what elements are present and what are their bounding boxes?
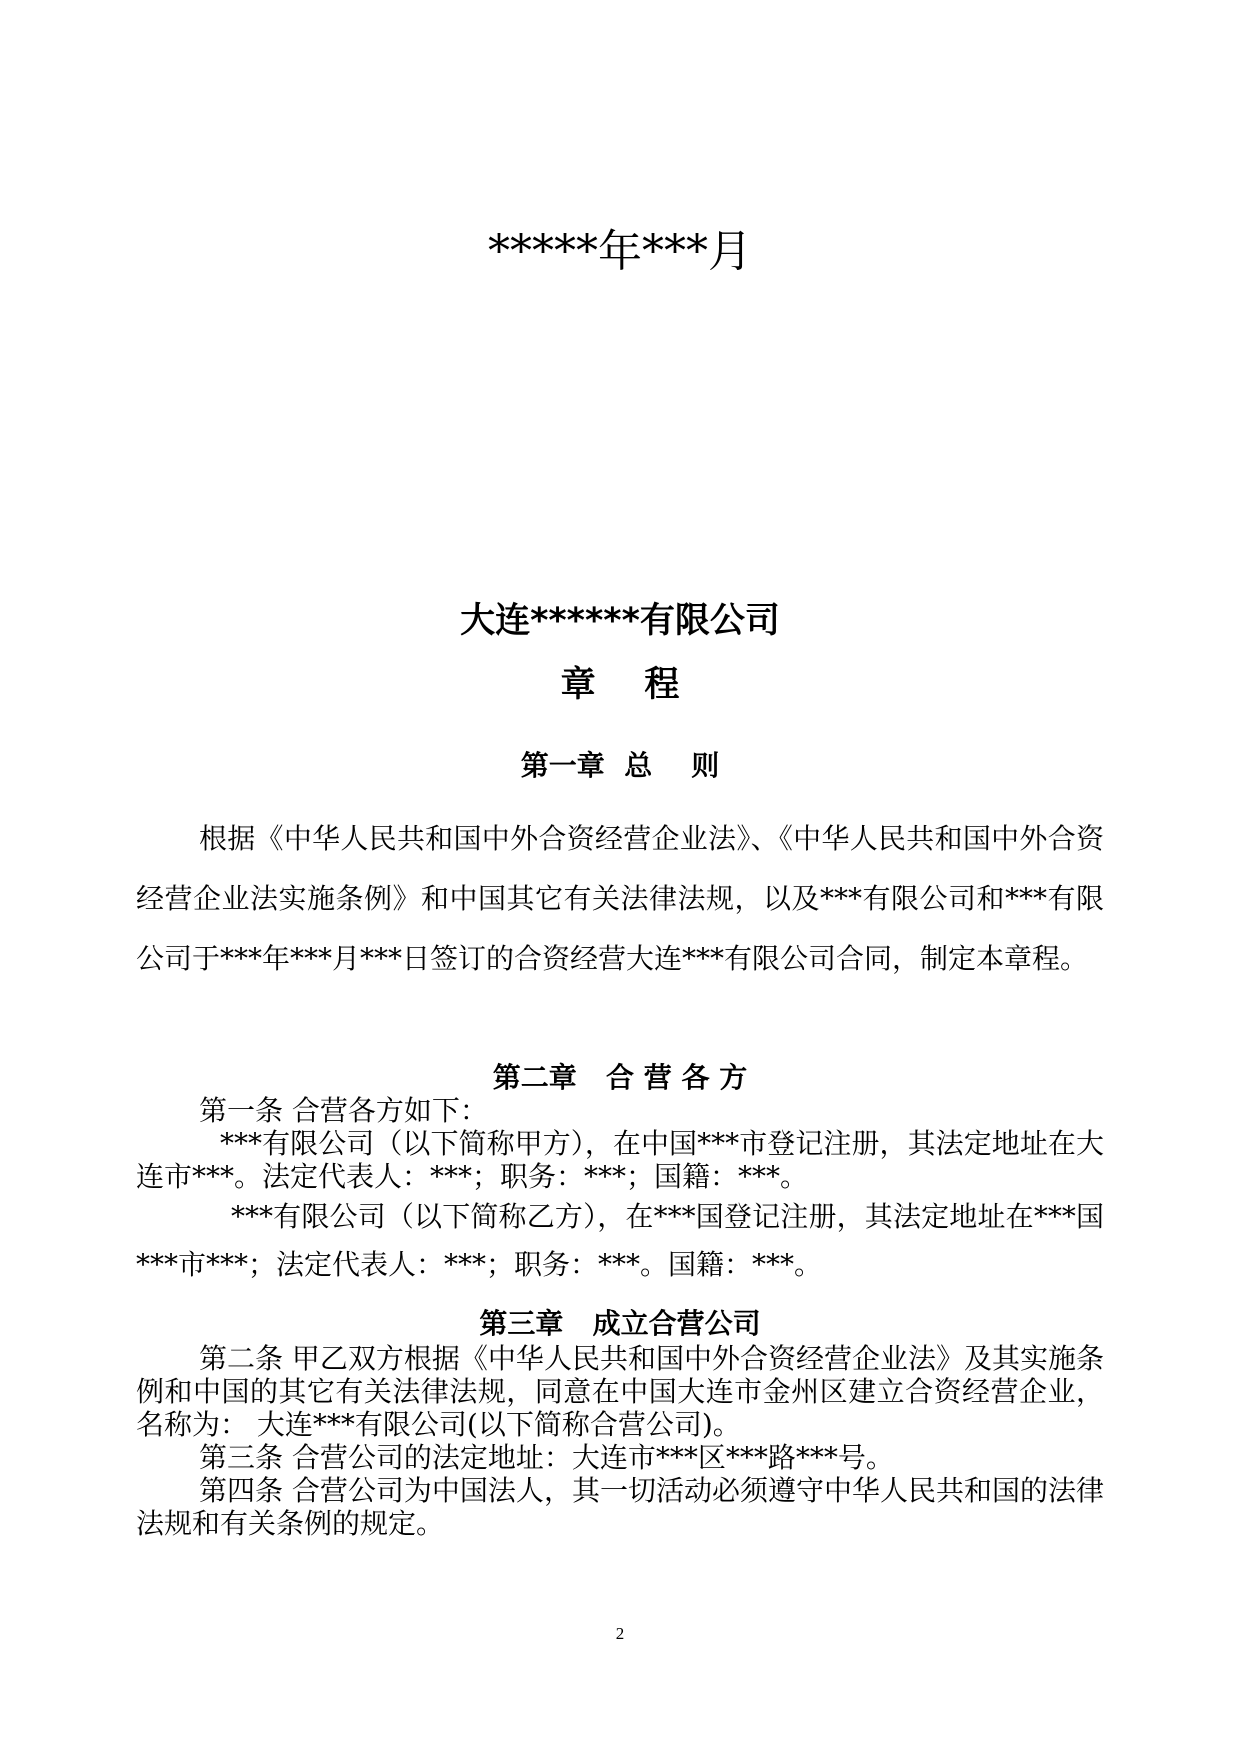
company-title: 大连******有限公司 <box>460 601 780 641</box>
chapter-body-3 <box>136 1342 1104 1540</box>
chapter-1-paragraph: 根据《中华人民共和国中外合资经营企业法》、《中华人民共和国中外合资经营企业法实施条例》和中国其它有关法律法规，以及***有限公司和***有限公司于***年***月***日签订的合资经营大连***有限公司合同，制定本章程。 <box>136 822 1104 975</box>
article-2: 第二条 甲乙双方根据《中华人民共和国中外合资经营企业法》及其实施条例和中国的其它有关法律法规，同意在中国大连市金州区建立合资经营企业，名称为： 大连***有限公司(以下简称合营公司)。 <box>136 1342 1104 1441</box>
article-1: 第一条 合营各方如下： <box>199 1094 488 1127</box>
party-b-description: ***有限公司（以下简称乙方），在***国登记注册，其法定地址在***国***市***；法定代表人：***；职务：***。国籍：***。 <box>136 1200 1104 1281</box>
chapter-body-2 <box>136 1094 1104 1289</box>
chapter-heading-2: 第二章 合 营 各 方 <box>492 1061 748 1094</box>
chapter-heading-3: 第三章 成立合营公司 <box>479 1307 761 1340</box>
party-a-description: ***有限公司（以下简称甲方），在中国***市登记注册，其法定地址在大连市***。法定代表人：***；职务：***；国籍：***。 <box>136 1127 1104 1193</box>
page-number: 2 <box>615 1624 625 1643</box>
chapter-body-1 <box>136 809 1104 989</box>
cover-date: *****年***月 <box>488 226 752 277</box>
article-4: 第四条 合营公司为中国法人，其一切活动必须遵守中华人民共和国的法律法规和有关条例的规定。 <box>136 1474 1104 1540</box>
document-title: 章 程 <box>560 665 680 705</box>
chapter-heading-1: 第一章 总 则 <box>520 749 720 782</box>
article-3: 第三条 合营公司的法定地址：大连市***区***路***号。 <box>199 1441 894 1474</box>
